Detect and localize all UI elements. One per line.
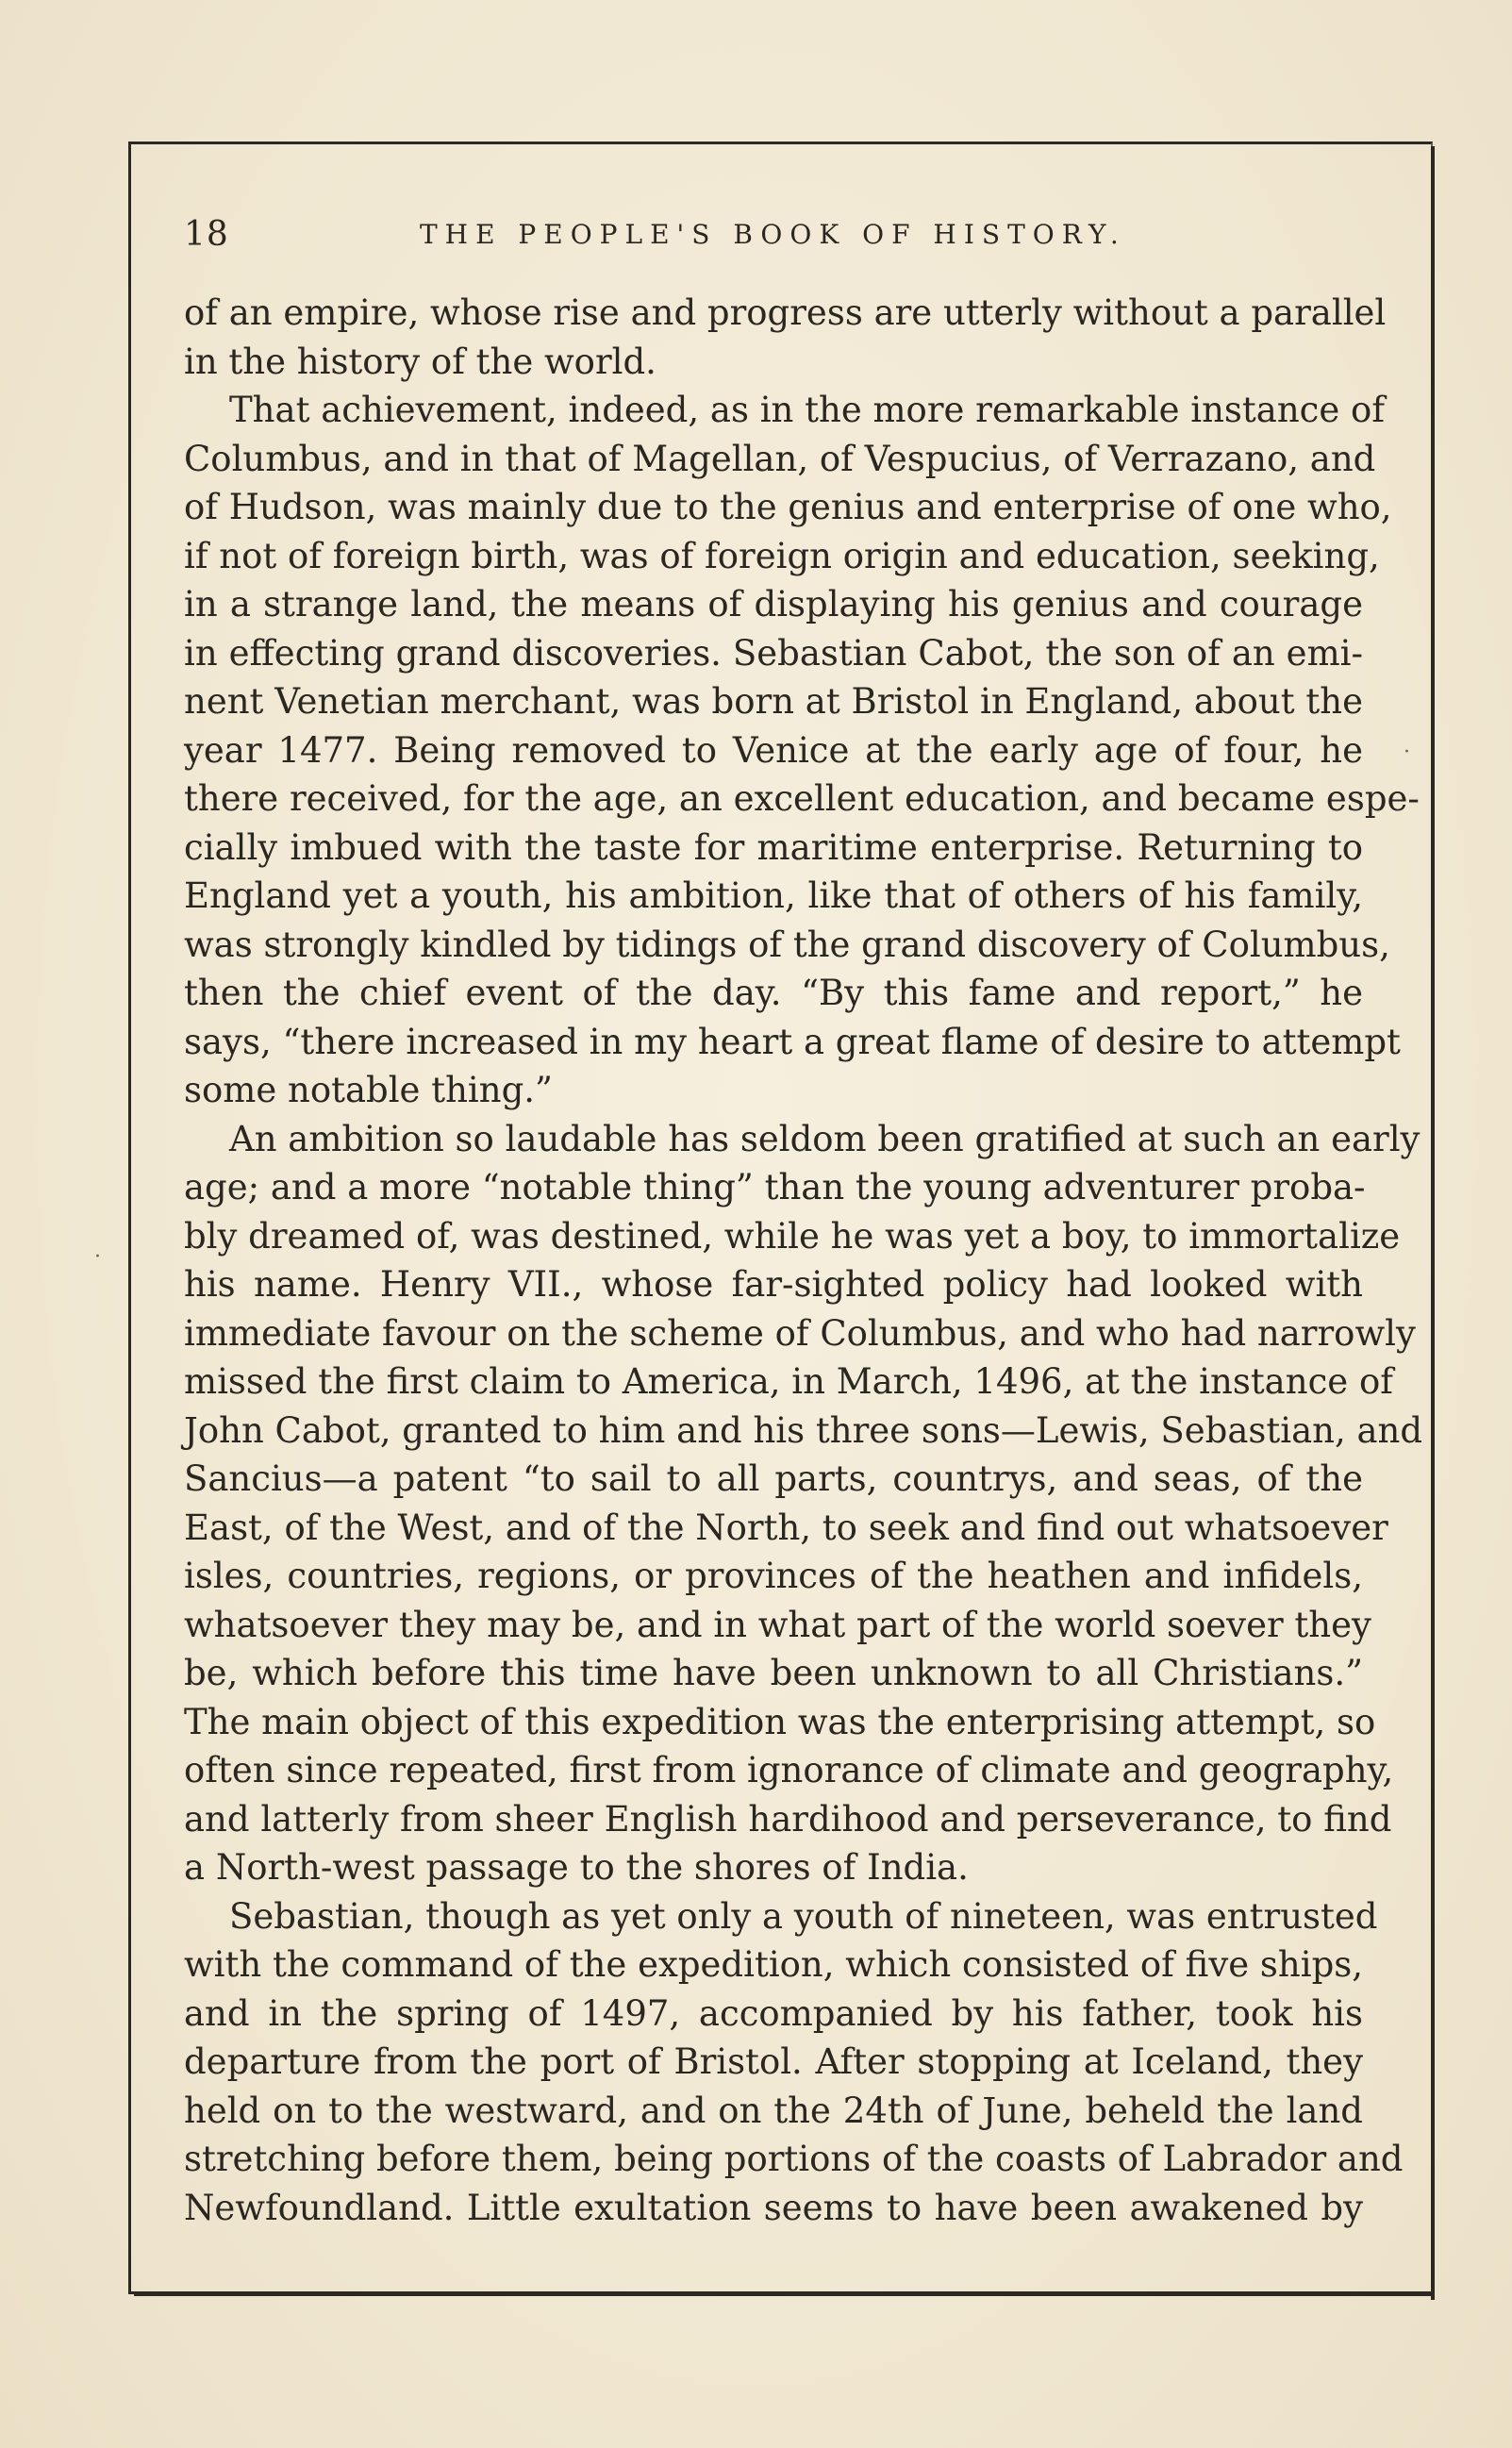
text-line: immediate favour on the scheme of Columbus, and who had narrowly xyxy=(184,1312,1416,1354)
text-line: in a strange land, the means of displaying his genius and courage xyxy=(184,584,1363,624)
text-line: East, of the West, and of the North, to seek and find out whatsoever xyxy=(184,1507,1388,1548)
text-line: isles, countries, regions, or provinces of the heathen and infidels, xyxy=(184,1556,1363,1596)
text-line: some notable thing.” xyxy=(184,1070,553,1110)
text-line: bly dreamed of, was destined, while he was yet a boy, to immortalize xyxy=(184,1215,1401,1257)
text-line: be, which before this time have been unknown to all Christians.” xyxy=(184,1653,1363,1693)
text-line: held on to the westward, and on the 24th of June, beheld the land xyxy=(184,2090,1363,2131)
text-line: stretching before them, being portions of the coasts of Labrador and xyxy=(184,2139,1404,2179)
page-number: 18 xyxy=(184,215,229,254)
text-line: if not of foreign birth, was of foreign origin and education, seeking, xyxy=(184,535,1380,576)
page-border-shadow-right xyxy=(1431,146,1435,2300)
text-line: cially imbued with the taste for maritime enterprise. Returning to xyxy=(184,826,1363,868)
text-line: Columbus, and in that of Magellan, of Vespucius, of Verrazano, and xyxy=(184,438,1376,479)
text-line: Sebastian, though as yet only a youth of nineteen, was entrusted xyxy=(229,1895,1378,1937)
text-line: John Cabot, granted to him and his three sons—Lewis, Sebastian, and xyxy=(184,1409,1423,1451)
text-line: of an empire, whose rise and progress are utterly without a parallel xyxy=(184,292,1387,333)
paper-speck: · xyxy=(94,1245,101,1269)
text-line: and latterly from sheer English hardihood and perseverance, to find xyxy=(184,1798,1392,1840)
text-line: year 1477. Being removed to Venice at the early age of four, he xyxy=(184,729,1363,771)
text-line: his name. Henry VII., whose far-sighted policy had looked with xyxy=(184,1264,1363,1305)
text-line: with the command of the expedition, which consisted of five ships, xyxy=(184,1944,1363,1985)
page-border-shadow-bottom xyxy=(134,2292,1435,2296)
text-line: That achievement, indeed, as in the more remarkable instance of xyxy=(229,390,1386,430)
text-line: there received, for the age, an excellent education, and became espe- xyxy=(184,778,1420,819)
text-line: says, “there increased in my heart a great flame of desire to attempt xyxy=(184,1021,1401,1062)
text-line: in the history of the world. xyxy=(184,341,656,382)
text-line: and in the spring of 1497, accompanied by his father, took his xyxy=(184,1992,1363,2034)
body-text xyxy=(184,289,1423,2232)
paper-speck: · xyxy=(1404,741,1410,764)
text-line: in effecting grand discoveries. Sebastian Cabot, the son of an emi- xyxy=(184,632,1363,674)
text-line: age; and a more “notable thing” than the young adventurer proba- xyxy=(184,1167,1366,1207)
text-line: missed the first claim to America, in March, 1496, at the instance of xyxy=(184,1361,1393,1402)
text-line: of Hudson, was mainly due to the genius and enterprise of one who, xyxy=(184,487,1392,527)
text-line: then the chief event of the day. “By this fame and report,” he xyxy=(184,973,1363,1013)
running-head: THE PEOPLE'S BOOK OF HISTORY. xyxy=(420,219,1126,250)
text-line: Sancius—a patent “to sail to all parts, countrys, and seas, of the xyxy=(184,1458,1363,1499)
text-line: departure from the port of Bristol. After stopping at Iceland, they xyxy=(184,2041,1363,2082)
text-line: often since repeated, first from ignorance of climate and geography, xyxy=(184,1750,1394,1790)
text-line: The main object of this expedition was the enterprising attempt, so xyxy=(184,1701,1376,1742)
text-line: nent Venetian merchant, was born at Bristol in England, about the xyxy=(184,681,1363,722)
text-line: was strongly kindled by tidings of the grand discovery of Columbus, xyxy=(184,924,1390,965)
text-line: An ambition so laudable has seldom been gratified at such an early xyxy=(229,1118,1421,1159)
text-line: England yet a youth, his ambition, like that of others of his family, xyxy=(184,875,1363,916)
text-line: Newfoundland. Little exultation seems to have been awakened by xyxy=(184,2187,1363,2228)
page-header xyxy=(184,215,1354,262)
text-line: whatsoever they may be, and in what part of the world soever they xyxy=(184,1604,1371,1645)
text-line: a North-west passage to the shores of India. xyxy=(184,1847,969,1888)
